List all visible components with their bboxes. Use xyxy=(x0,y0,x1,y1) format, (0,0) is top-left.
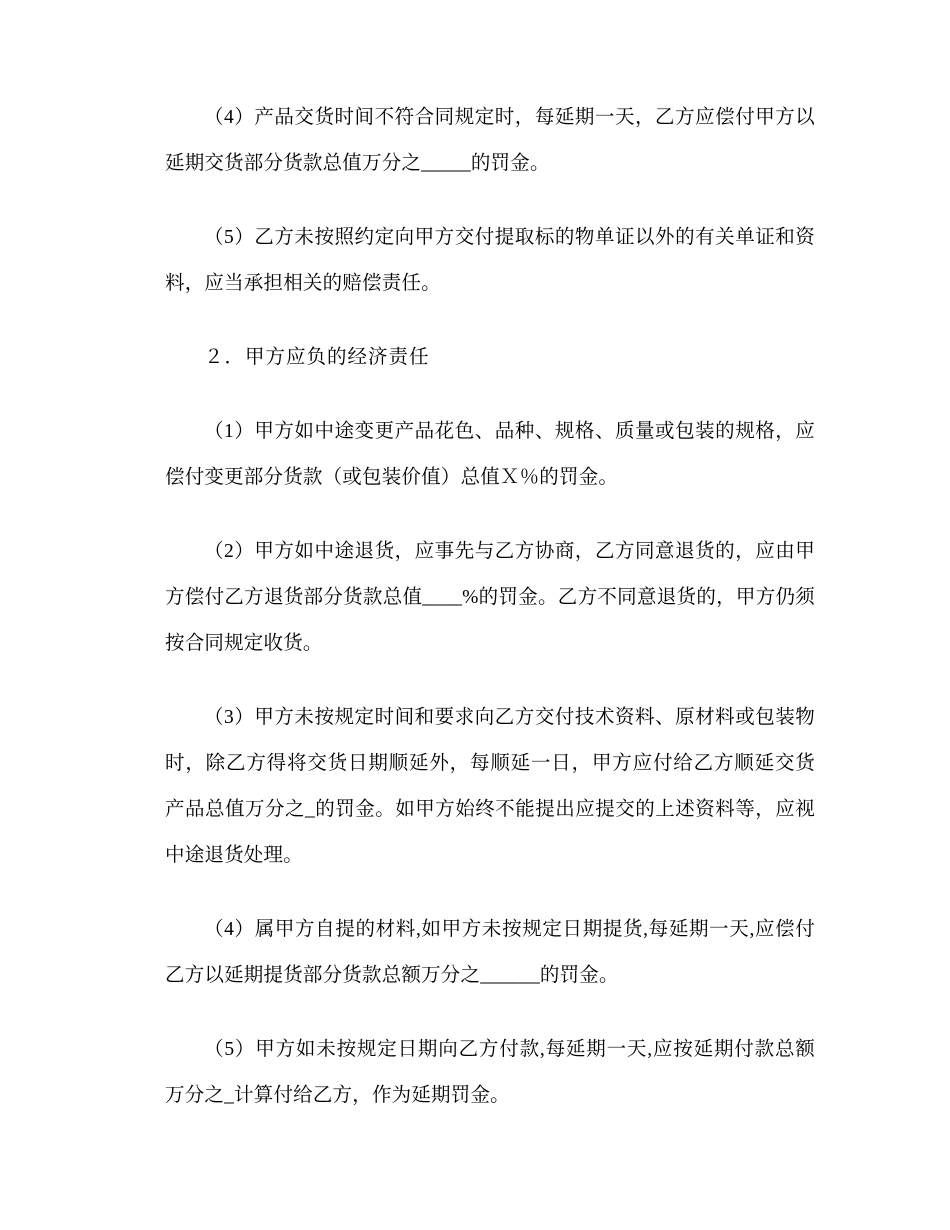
paragraph-clause-2-1: （1）甲方如中途变更产品花色、品种、规格、质量或包装的规格，应偿付变更部分货款（或包装价值）总值Ｘ％的罚金。 xyxy=(165,421,815,488)
paragraph-clause-1-5: （5）乙方未按照约定向甲方交付提取标的物单证以外的有关单证和资料，应当承担相关的赔偿责任。 xyxy=(165,227,815,294)
paragraph-clause-2-3: （3）甲方未按规定时间和要求向乙方交付技术资料、原材料或包装物时，除乙方得将交货日期顺延外，每顺延一日，甲方应付给乙方顺延交货产品总值万分之_的罚金。如甲方始终不能提出应提交的上述资料等，应视中途退货处理。 xyxy=(165,707,815,866)
document-body xyxy=(165,95,815,1119)
paragraph-clause-2-5: （5）甲方如未按规定日期向乙方付款,每延期一天,应按延期付款总额万分之_计算付给乙方，作为延期罚金。 xyxy=(165,1039,815,1106)
paragraph-clause-1-4: （4）产品交货时间不符合同规定时，每延期一天，乙方应偿付甲方以延期交货部分货款总值万分之_____的罚金。 xyxy=(165,107,815,174)
paragraph-clause-2-2: （2）甲方如中途退货，应事先与乙方协商，乙方同意退货的，应由甲方偿付乙方退货部分货款总值____%的罚金。乙方不同意退货的，甲方仍须按合同规定收货。 xyxy=(165,541,815,654)
section-heading-2: ２．甲方应负的经济责任 xyxy=(204,347,430,368)
paragraph-clause-2-4: （4）属甲方自提的材料,如甲方未按规定日期提货,每延期一天,应偿付乙方以延期提货部分货款总额万分之______的罚金。 xyxy=(165,919,815,986)
